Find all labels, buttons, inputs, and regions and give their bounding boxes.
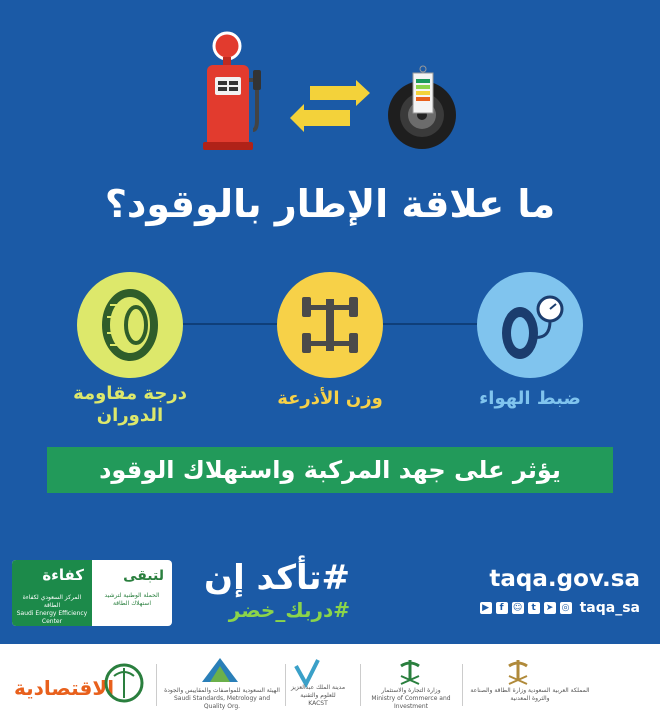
- snapchat-icon[interactable]: ☺: [512, 603, 523, 613]
- tabqa-title: لتبقى: [123, 568, 164, 584]
- kafaa-subtitle: [16, 594, 88, 626]
- saso-text-ar: الهيئة السعودية للمواصفات والمقاييس والجودة: [164, 687, 280, 694]
- kacst-text-en: KACST: [308, 700, 328, 707]
- separator: [360, 664, 361, 706]
- social-handle[interactable]: taqa_sa: [579, 600, 640, 616]
- vehicle-axle-icon: [277, 272, 383, 378]
- factor-label-axle-weight: وزن الأذرعة: [277, 388, 383, 409]
- commerce-text-ar: وزارة التجارة والاستثمار: [381, 687, 441, 694]
- saso-text: [163, 687, 281, 711]
- website-link[interactable]: taqa.gov.sa: [489, 566, 640, 592]
- tire-pressure-gauge-icon: [477, 272, 583, 378]
- partner-logos-box: [12, 560, 172, 626]
- facebook-icon[interactable]: f: [496, 602, 508, 614]
- social-links: [468, 600, 640, 616]
- tire-icon: [77, 272, 183, 378]
- energy-ministry-emblem-icon: [503, 658, 533, 713]
- kafaa-subtitle-ar: المركز السعودي لكفاءة الطاقة: [22, 594, 82, 609]
- factor-label-line-2: الدوران: [96, 405, 164, 426]
- effect-banner: يؤثر على جهد المركبة واستهلاك الوقود: [47, 447, 613, 493]
- exchange-arrows-icon: [290, 80, 370, 135]
- kafaa-subtitle-en: Saudi Energy Efficiency Center: [16, 610, 88, 625]
- youtube-icon[interactable]: ▶: [480, 602, 492, 614]
- kacst-text: [290, 684, 346, 708]
- commerce-text-en: Ministry of Commerce and Investment: [371, 695, 451, 710]
- page-title: ما علاقة الإطار بالوقود؟: [104, 182, 556, 226]
- kafaa-title: كفاءة: [42, 566, 84, 584]
- separator: [156, 664, 157, 706]
- hashtag-main: #تأكد إن: [204, 558, 350, 598]
- instagram-icon[interactable]: ◎: [560, 602, 572, 614]
- energy-ministry-text: المملكة العربية السعودية وزارة الطاقة والصناعة والثروة المعدنية: [470, 687, 590, 702]
- twitter-icon[interactable]: t: [528, 602, 540, 614]
- factor-label-rolling-resistance: [55, 383, 205, 427]
- telegram-icon[interactable]: ➤: [544, 602, 556, 614]
- palm-emblem-icon: [104, 658, 144, 713]
- factor-label-line-1: درجة مقاومة: [73, 383, 187, 404]
- kacst-text-ar: مدينة الملك عبدالعزيز للعلوم والتقنية: [290, 684, 346, 699]
- commerce-text: [366, 687, 456, 711]
- fuel-pump-icon: [195, 30, 270, 155]
- kafaa-logo: [12, 560, 92, 626]
- separator: [462, 664, 463, 706]
- hashtag-sub: #دربك_خضر: [228, 598, 350, 622]
- eqtisadiah-logo: الاقتصادية: [14, 676, 115, 700]
- factor-label-air-pressure: ضبط الهواء: [479, 388, 581, 409]
- tire-label-icon: [385, 65, 460, 155]
- separator: [285, 664, 286, 706]
- tabqa-subtitle: الحملة الوطنية لترشيد استهلاك الطاقة: [104, 592, 160, 607]
- footer-logos: [0, 644, 660, 723]
- saso-text-en: Saudi Standards, Metrology and Quality Org.: [173, 695, 271, 710]
